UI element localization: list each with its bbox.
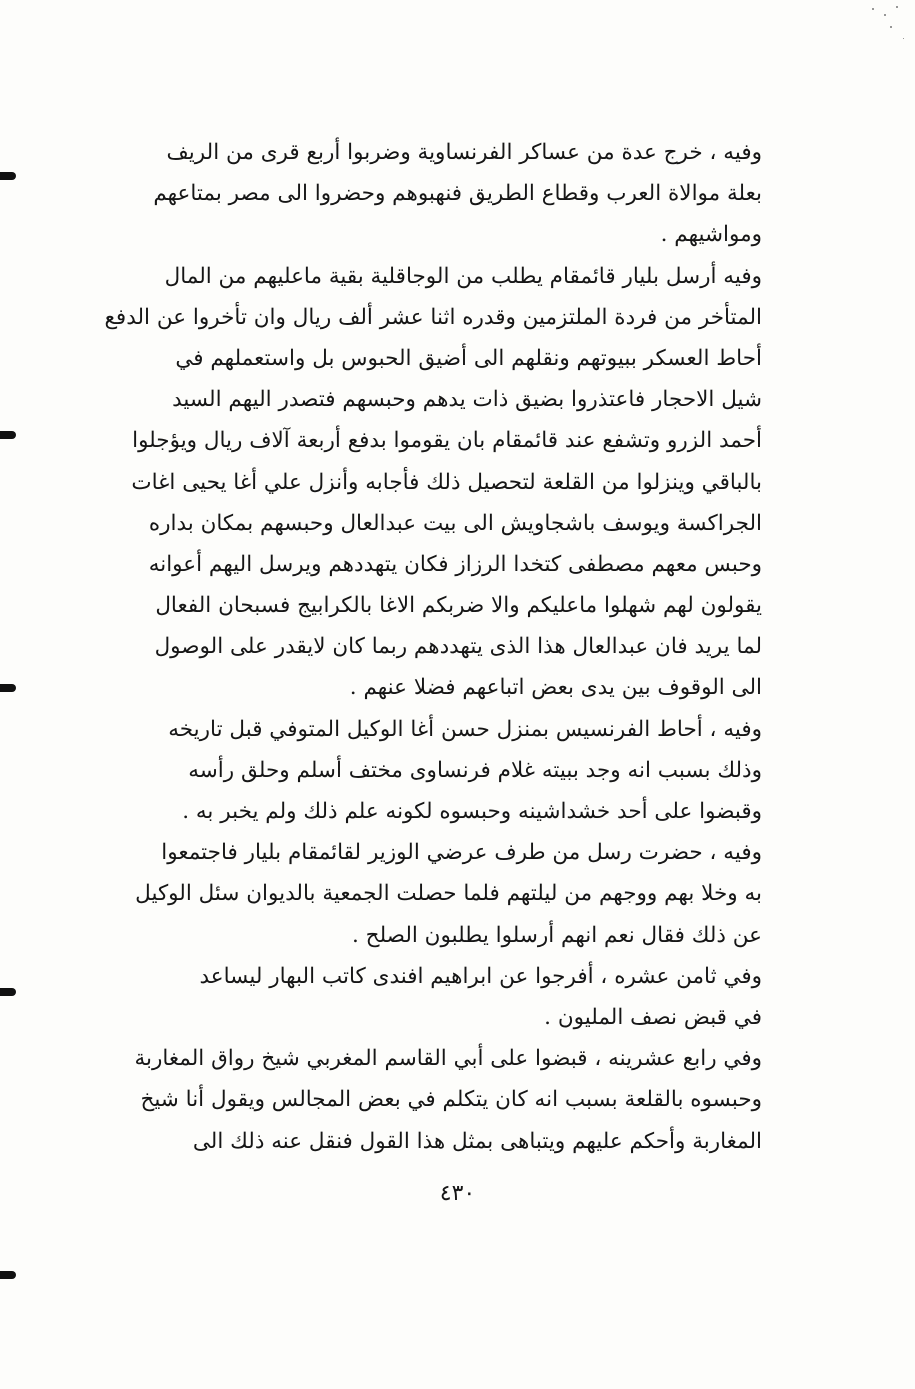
text-line: عن ذلك فقال نعم انهم أرسلوا يطلبون الصلح .	[352, 922, 762, 948]
text-line: أحمد الزرو وتشفع عند قائمقام بان يقوموا بدفع أربعة آلاف ريال ويؤجلوا	[132, 428, 762, 454]
scan-speck	[884, 14, 886, 16]
margin-mark	[0, 1271, 16, 1279]
paragraph	[92, 709, 762, 833]
text-line: وفيه ، أحاط الفرنسيس بمنزل حسن أغا الوكيل المتوفي قبل تاريخه	[168, 716, 762, 742]
text-line: وفيه أرسل بليار قائمقام يطلب من الوجاقلية بقية ماعليهم من المال	[164, 263, 762, 289]
text-line: الى الوقوف بين يدى بعض اتباعهم فضلا عنهم .	[349, 675, 762, 701]
paragraph	[92, 132, 762, 256]
text-line: وحبسوه بالقلعة بسبب انه كان يتكلم في بعض المجالس ويقول أنا شيخ	[140, 1087, 762, 1113]
text-line: بالباقي وينزلوا من القلعة لتحصيل ذلك فأجابه وأنزل علي أغا يحيى اغات	[131, 469, 762, 495]
text-line: بعلة موالاة العرب وقطاع الطريق فنهبوهم وحضروا الى مصر بمتاعهم	[153, 181, 762, 207]
text-line: وفي ثامن عشره ، أفرجوا عن ابراهيم افندى كاتب البهار ليساعد	[199, 963, 762, 989]
paragraph	[92, 832, 762, 956]
margin-mark	[0, 684, 16, 692]
text-line: أحاط العسكر ببيوتهم ونقلهم الى أضيق الحبوس بل واستعملهم في	[175, 345, 762, 371]
text-line: يقولون لهم شهلوا ماعليكم والا ضربكم الاغا بالكرابيج فسبحان الفعال	[155, 593, 762, 619]
margin-mark	[0, 988, 16, 996]
text-line: به وخلا بهم ووجهم من ليلتهم فلما حصلت الجمعية بالديوان سئل الوكيل	[135, 881, 762, 907]
paragraph	[92, 256, 762, 709]
paragraph	[92, 956, 762, 1038]
margin-mark	[0, 431, 16, 439]
text-line: في قبض نصف المليون .	[544, 1004, 762, 1030]
text-line: المغاربة وأحكم عليهم ويتباهى بمثل هذا القول فنقل عنه ذلك الى	[192, 1128, 762, 1154]
paragraph	[92, 1038, 762, 1162]
text-line: وقبضوا على أحد خشداشينه وحبسوه لكونه علم ذلك ولم يخبر به .	[182, 799, 762, 824]
text-line: وذلك بسبب انه وجد ببيته غلام فرنساوى مختف أسلم وحلق رأسه	[188, 757, 762, 783]
text-line: وفيه ، حضرت رسل من طرف عرضي الوزير لقائمقام بليار فاجتمعوا	[161, 840, 762, 866]
scan-speck	[872, 8, 874, 10]
margin-mark	[0, 172, 16, 180]
text-line: وفيه ، خرج عدة من عساكر الفرنساوية وضربوا أربع قرى من الريف	[166, 140, 762, 165]
main-text	[92, 132, 762, 1162]
page-number: ٤٣٠	[439, 1181, 476, 1206]
text-line: وفي رابع عشرينه ، قبضوا على أبي القاسم المغربي شيخ رواق المغاربة	[134, 1046, 762, 1072]
scan-speck	[896, 6, 898, 8]
text-line: لما يريد فان عبدالعال هذا الذى يتهددهم ربما كان لايقدر على الوصول	[154, 634, 762, 660]
text-line: شيل الاحجار فاعتذروا بضيق ذات يدهم وحبسهم فتصدر اليهم السيد	[172, 387, 762, 413]
text-line: الجراكسة ويوسف باشجاويش الى بيت عبدالعال وحبسهم بمكان بداره	[148, 510, 762, 536]
scan-speck	[890, 26, 892, 28]
text-line: وحبس معهم مصطفى كتخدا الرزاز فكان يتهددهم ويرسل اليهم أعوانه	[148, 551, 762, 577]
text-line: المتأخر من فردة الملتزمين وقدره اثنا عشر ألف ريال وان تأخروا عن الدفع	[104, 304, 762, 330]
scan-speck	[903, 38, 904, 39]
text-line: ومواشيهم .	[660, 222, 762, 248]
